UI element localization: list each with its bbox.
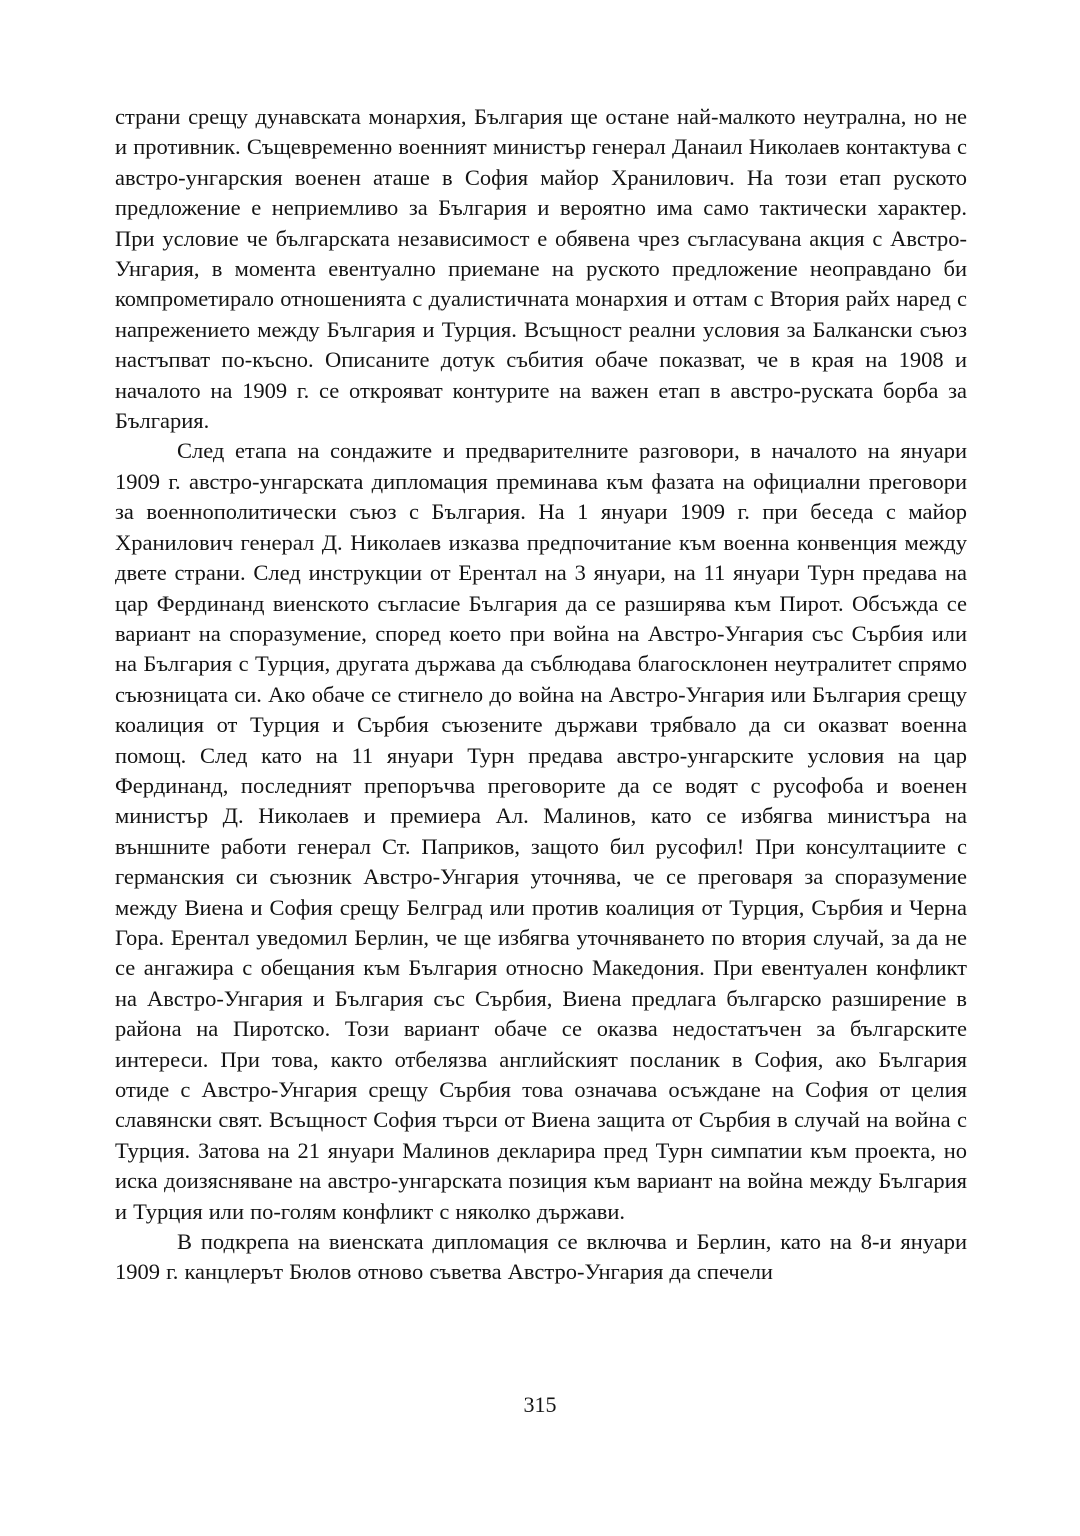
paragraph: След етапа на сондажите и предварителните разговори, в началото на януари 1909 г. австро-унгарската дипломация преминава към фазата на официални преговори за военнополитически съюз с България. На 1 януари 1909 г. при беседа с майор Хранилович генерал Д. Николаев изказва предпочитание към военна конвенция между двете страни. След инструкции от Ерентал на 3 януари, на 11 януари Турн предава на цар Фердинанд виенското съгласие България да се разширява към Пирот. Обсъжда се вариант на споразумение, според което при война на Австро-Унгария със Сърбия или на България с Турция, другата държава да съблюдава благосклонен неутралитет спрямо съюзницата си. Ако обаче се стигнело до война на Австро-Унгария или България срещу коалиция от Турция и Сърбия съюзените държави трябвало да си оказват военна помощ. След като на 11 януари Турн предава австро-унгарските условия на цар Фердинанд, последният препоръчва преговорите да се водят с русофоба и военен министър Д. Николаев и премиера Ал. Малинов, като се избягва министъра на външните работи генерал Ст. Паприков, защото бил русофил! При консултациите с германския си съюзник Австро-Унгария уточнява, че се преговаря за споразумение между Виена и София срещу Белград или против коалиция от Турция, Сърбия и Черна Гора. Ерентал уведомил Берлин, че ще избягва уточняването по втория случай, за да не се ангажира с обещания към България относно Македония. При евентуален конфликт на Австро-Унгария и България със Сърбия, Виена предлага българско разширение в района на Пиротско. Този вариант обаче се оказва недостатъчен за българските интереси. При това, както отбелязва английският посланик в София, ако България отиде с Австро-Унгария срещу Сърбия това означава осъждане на София от целия славянски свят. Всъщност София търси от Виена защита от Сърбия в случай на война с Турция. Затова на 21 януари Малинов декларира пред Турн симпатии към проекта, но иска доизясняване на австро-унгарската позиция към вариант на война между България и Турция или по-голям конфликт с няколко държави. [115,438,967,1224]
page-number: 315 [523,1392,557,1417]
paragraph: В подкрепа на виенската дипломация се включва и Берлин, като на 8-и януари 1909 г. канцлерът Бюлов отново съветва Австро-Унгария да спечели [115,1229,967,1285]
paragraph-continuation: страни срещу дунавската монархия, България ще остане най-малкото неутрална, но не и противник. Същевременно военният министър генерал Данаил Николаев контактува с австро-унгарския военен аташе в София майор Хранилович. На този етап руското предложение е неприемливо за България и вероятно има само тактически характер. При условие че българската независимост е обявена чрез съгласувана акция с Австро-Унгария, в момента евентуално приемане на руското предложение неоправдано би компрометирало отношенията с дуалистичната монархия и оттам с Втория райх наред с напрежението между България и Турция. Всъщност реални условия за Балкански съюз настъпват по-късно. Описаните дотук събития обаче показват, че в края на 1908 и началото на 1909 г. се открояват контурите на важен етап в австро-руската борба за България. [115,104,967,434]
body-text [115,102,967,1288]
